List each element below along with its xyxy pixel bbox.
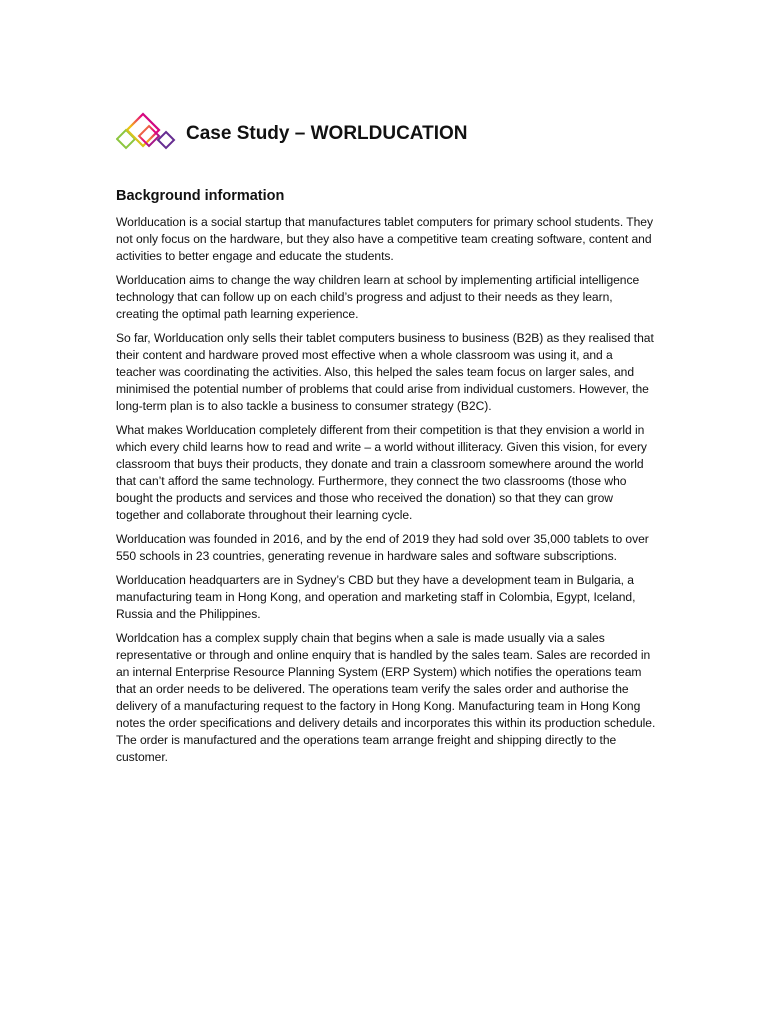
paragraph-supply-chain: Worldcation has a complex supply chain that begins when a sale is made usually via a sales representative or through and online enquiry that is handled by the sales team. Sales are recorded in an internal Enterprise Resource Planning System (ERP System) which notifies the operations team that an order needs to be delivered. The operations team verify the sales order and authorise the delivery of a manufacturing request to the factory in Hong Kong. Manufacturing team in Hong Kong notes the order specifications and delivery details and incorporates this within its production schedule. The order is manufactured and the operations team arrange freight and shipping directly to the customer. (116, 631, 656, 764)
document-header (116, 112, 468, 156)
paragraph-b2b: So far, Worlducation only sells their tablet computers business to business (B2B) as they realised that their content and hardware proved most effective when a whole classroom was using it, and a teacher was coordinating the activities. Also, this helped the sales team focus on larger sales, and minimised the potential number of problems that could arise from individual customers. However, the long-term plan is to also tackle a business to consumer strategy (B2C). (116, 331, 654, 413)
document-title: Case Study – WORLDUCATION (186, 123, 468, 144)
paragraph-founded: Worlducation was founded in 2016, and by the end of 2019 they had sold over 35,000 tablets to over 550 schools in 23 countries, generating revenue in hardware sales and software subscriptions. (116, 532, 649, 563)
paragraph-intro: Worlducation is a social startup that manufactures tablet computers for primary school students. They not only focus on the hardware, but they also have a competitive team creating software, content and activities to better engage and educate the students. (116, 215, 653, 263)
paragraph-vision: What makes Worlducation completely different from their competition is that they envision a world in which every child learns how to read and write – a world without illiteracy. Given this vision, for every classroom that buys their products, they donate and train a classroom somewhere around the world that can’t afford the same technology. Furthermore, they connect the two classrooms (those who bought the products and services and those who received the donation) so that they can grow together and collaborate throughout their learning cycle. (116, 423, 647, 522)
worlducation-diamond-logo-icon (116, 112, 180, 156)
paragraph-headquarters: Worlducation headquarters are in Sydney’s CBD but they have a development team in Bulgaria, a manufacturing team in Hong Kong, and operation and marketing staff in Colombia, Egypt, Iceland, Russia and the Philippines. (116, 573, 636, 621)
paragraph-aims: Worlducation aims to change the way children learn at school by implementing artificial intelligence technology that can follow up on each child’s progress and adjust to their needs as they learn, creating the optimal path learning experience. (116, 273, 640, 321)
section-heading: Background information (116, 188, 285, 204)
background-section (116, 186, 656, 773)
